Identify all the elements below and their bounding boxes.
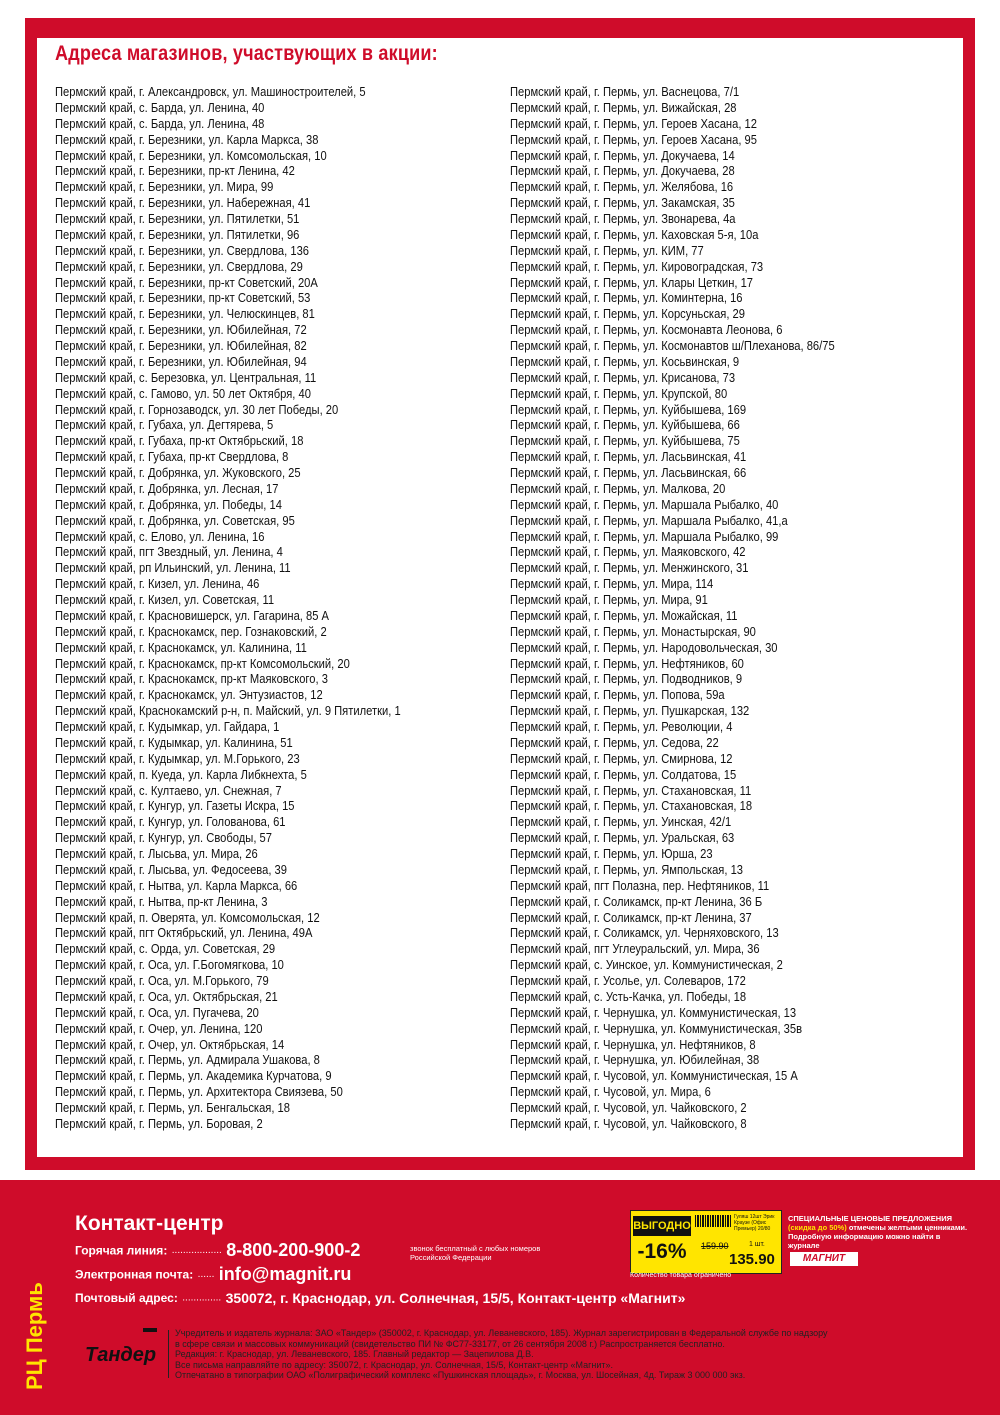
address-item: Пермский край, г. Пермь, ул. Васнецова, 7/1 [510,84,740,99]
address-item: Пермский край, г. Соликамск, пр-кт Ленина, 36 Б [510,893,763,909]
address-item: Пермский край, п. Оверята, ул. Комсомольская, 12 [55,909,320,925]
address-item: Пермский край, г. Березники, ул. Свердлова, 136 [55,242,310,258]
hotline-note: звонок бесплатный с любых номеров Российской Федерации [410,1244,541,1262]
address-item: Пермский край, г. Пермь, ул. Космонавта Леонова, 6 [510,322,783,338]
address-item: Пермский край, с. Култаево, ул. Снежная, 7 [55,782,282,798]
address-item: Пермский край, п. Куеда, ул. Карла Либкнехта, 5 [55,766,307,782]
address-item: Пермский край, с. Орда, ул. Советская, 29 [55,941,276,957]
address-item: Пермский край, г. Пермь, ул. Академика Курчатова, 9 [55,1068,332,1084]
hotline-label: Горячая линия: [75,1243,168,1258]
new-price: 135.90 [729,1251,775,1268]
address-item: Пермский край, с. Уинское, ул. Коммунистическая, 2 [510,957,783,973]
address-item: Пермский край, г. Кудымкар, ул. Гайдара, 1 [55,719,280,734]
address-item: Пермский край, пгт Полазна, пер. Нефтяников, 11 [510,877,770,893]
address-item: Пермский край, г. Пермь, ул. Маршала Рыбалко, 99 [510,528,779,544]
address-item: Пермский край, г. Березники, ул. Пятилетки, 96 [55,226,300,242]
address-item: Пермский край, г. Соликамск, пр-кт Ленина, 37 [510,909,752,925]
address-item: Пермский край, г. Пермь, ул. Монастырская, 90 [510,623,756,639]
address-item: Пермский край, г. Березники, ул. Карла Маркса, 38 [55,131,319,147]
email-row [75,1264,351,1285]
address-item: Пермский край, г. Пермь, ул. Уинская, 42/1 [510,814,732,830]
address-item: Пермский край, г. Нытва, ул. Карла Маркса, 66 [55,877,298,893]
address-item: Пермский край, г. Березники, ул. Пятилетки, 51 [55,211,300,226]
address-item: Пермский край, г. Добрянка, ул. Жуковского, 25 [55,465,301,480]
address-item: Пермский край, г. Краснокамск, ул. Энтузиастов, 12 [55,687,323,703]
address-item: Пермский край, г. Пермь, ул. Маршала Рыбалко, 40 [510,496,779,512]
address-item: Пермский край, г. Пермь, ул. Подводников, 9 [510,671,743,687]
address-item: Пермский край, г. Краснокамск, пр-кт Маяковского, 3 [55,671,328,687]
address-item: Пермский край, г. Березники, пр-кт Ленина, 42 [55,163,295,179]
address-item: Пермский край, г. Чусовой, ул. Чайковского, 8 [510,1115,747,1131]
postal-address: 350072, г. Краснодар, ул. Солнечная, 15/5, Контакт-центр «Магнит» [225,1289,686,1306]
address-item: Пермский край, г. Пермь, ул. Желябова, 16 [510,179,734,195]
address-item: Пермский край, г. Чусовой, ул. Коммунистическая, 15 А [510,1068,798,1084]
address-item: Пермский край, г. Пермь, ул. Смирнова, 12 [510,750,733,766]
magnit-logo: МАГНИТ [790,1252,858,1266]
address-item: Пермский край, пгт Звездный, ул. Ленина, 4 [55,544,283,560]
address-item: Пермский край, г. Кунгур, ул. Свободы, 57 [55,830,272,846]
address-item: Пермский край, г. Добрянка, ул. Лесная, 17 [55,480,279,496]
leader-dots: .................. [171,1245,222,1256]
address-item: Пермский край, г. Пермь, ул. Пушкарская, 132 [510,703,750,719]
address-item: Пермский край, г. Пермь, ул. КИМ, 77 [510,242,704,258]
address-item: Пермский край, г. Пермь, ул. Маршала Рыбалко, 41,а [510,512,788,528]
address-item: Пермский край, г. Пермь, ул. Стахановская, 11 [510,782,752,798]
address-item: Пермский край, с. Березовка, ул. Центральная, 11 [55,369,317,385]
leader-dots: ...... [197,1269,215,1280]
special-line-1: СПЕЦИАЛЬНЫЕ ЦЕНОВЫЕ ПРЕДЛОЖЕНИЯ [788,1214,952,1223]
address-item: Пермский край, г. Пермь, ул. Архитектора Свиязева, 50 [55,1084,343,1100]
address-item: Пермский край, г. Березники, ул. Комсомольская, 10 [55,147,327,163]
address-item: Пермский край, г. Пермь, ул. Попова, 59а [510,687,725,703]
address-item: Пермский край, г. Березники, пр-кт Советский, 53 [55,290,311,306]
address-item: Пермский край, г. Пермь, ул. Корсуньская, 29 [510,306,745,322]
address-item: Пермский край, г. Пермь, ул. Народовольческая, 30 [510,639,778,655]
contact-center-title: Контакт-центр [75,1212,224,1235]
address-item: Пермский край, г. Пермь, ул. Уральская, 63 [510,830,735,846]
address-item: Пермский край, г. Березники, ул. Юбилейная, 72 [55,322,307,338]
price-unit: 1 шт. [749,1241,765,1248]
address-item: Пермский край, г. Пермь, ул. Куйбышева, 66 [510,417,740,433]
discount-percent: -16% [637,1240,687,1263]
address-item: Пермский край, г. Пермь, ул. Ласьвинская, 66 [510,465,747,480]
address-item: Пермский край, г. Пермь, ул. Маяковского, 42 [510,544,746,560]
address-item: Пермский край, г. Березники, ул. Набережная, 41 [55,195,311,211]
address-item: Пермский край, г. Березники, ул. Мира, 99 [55,179,274,195]
vygodno-badge: ВЫГОДНО [633,1216,691,1236]
address-item: Пермский край, г. Пермь, ул. Героев Хасана, 95 [510,131,757,147]
address-item: Пермский край, г. Горнозаводск, ул. 30 лет Победы, 20 [55,401,339,417]
address-item: Пермский край, г. Пермь, ул. Докучаева, 28 [510,163,735,179]
address-item: Пермский край, г. Пермь, ул. Героев Хасана, 12 [510,115,757,131]
address-item: Пермский край, с. Барда, ул. Ленина, 48 [55,115,265,131]
address-item: Пермский край, г. Добрянка, ул. Советская, 95 [55,512,295,528]
address-item: Пермский край, г. Губаха, ул. Дегтярева, 5 [55,417,274,433]
address-item: Пермский край, г. Пермь, ул. Адмирала Ушакова, 8 [55,1052,320,1068]
address-item: Пермский край, г. Пермь, ул. Юрша, 23 [510,846,713,861]
address-item: Пермский край, г. Пермь, ул. Ласьвинская, 41 [510,449,747,465]
tander-logo [75,1328,161,1376]
old-price: 159.90 [701,1241,729,1251]
imprint-line: в сфере связи и массовых коммуникаций (свидетельство ПИ № ФС77-33177, от 26 сентября 2008 г.) Распространяется бесплатно. [175,1338,725,1349]
address-item: Пермский край, г. Пермь, ул. Крупской, 80 [510,385,728,401]
address-item: Пермский край, г. Чернушка, ул. Коммунистическая, 35в [510,1020,803,1036]
address-item: Пермский край, г. Оса, ул. М.Горького, 79 [55,973,269,988]
address-item: Пермский край, г. Пермь, ул. Куйбышева, 75 [510,433,740,449]
address-item: Пермский край, г. Лысьва, ул. Федосеева, 39 [55,861,287,877]
address-item: Пермский край, г. Нытва, пр-кт Ленина, 3 [55,893,268,909]
address-item: Пермский край, г. Пермь, ул. Вижайская, 28 [510,99,737,115]
address-item: Пермский край, с. Усть-Качка, ул. Победы, 18 [510,988,747,1004]
postal-label: Почтовый адрес: [75,1290,178,1305]
address-item: Пермский край, г. Александровск, ул. Машиностроителей, 5 [55,84,366,99]
email-link[interactable]: info@magnit.ru [218,1264,352,1284]
tander-logo-text: Тандер [85,1344,157,1366]
address-item: Пермский край, г. Пермь, ул. Клары Цеткин, 17 [510,274,754,290]
address-item: Пермский край, г. Пермь, ул. Ямпольская, 13 [510,861,744,877]
address-item: Пермский край, г. Чернушка, ул. Юбилейная, 38 [510,1052,760,1068]
email-label: Электронная почта: [75,1267,194,1282]
address-item: Пермский край, г. Пермь, ул. Менжинского, 31 [510,560,749,576]
address-item: Пермский край, г. Чусовой, ул. Мира, 6 [510,1084,711,1100]
address-item: Пермский край, г. Кудымкар, ул. М.Горького, 23 [55,750,300,766]
hotline-number[interactable]: 8-800-200-900-2 [226,1240,361,1260]
address-item: Пермский край, Краснокамский р-н, п. Майский, ул. 9 Пятилетки, 1 [55,703,401,719]
address-item: Пермский край, г. Пермь, ул. Солдатова, 15 [510,766,737,782]
address-item: Пермский край, г. Кизел, ул. Советская, 11 [55,592,275,607]
address-item: Пермский край, г. Краснокамск, пер. Гознаковский, 2 [55,623,327,639]
imprint-line: Учредитель и издатель журнала: ЗАО «Тандер» (350002, г. Краснодар, ул. Леваневского, 185). Журнал зарегистрирован в Федеральной службе по надзору [175,1328,828,1338]
address-item: Пермский край, с. Елово, ул. Ленина, 16 [55,528,265,544]
address-item: Пермский край, г. Губаха, пр-кт Свердлова, 8 [55,449,289,465]
address-item: Пермский край, г. Березники, ул. Челюскинцев, 81 [55,306,315,322]
address-item: Пермский край, г. Кизел, ул. Ленина, 46 [55,576,260,592]
address-item: Пермский край, г. Пермь, ул. Стахановская, 18 [510,798,753,814]
imprint-text [175,1328,975,1381]
barcode-icon [695,1215,731,1227]
address-item: Пермский край, пгт Октябрьский, ул. Ленина, 49А [55,925,313,941]
page-title: Адреса магазинов, участвующих в акции: [55,42,438,65]
address-item: Пермский край, г. Очер, ул. Октябрьская, 14 [55,1036,285,1052]
address-list-right [510,84,980,1132]
address-item: Пермский край, пгт Углеуральский, ул. Мира, 36 [510,941,760,957]
address-list-left [55,84,525,1132]
address-item: Пермский край, г. Лысьва, ул. Мира, 26 [55,846,258,861]
address-item: Пермский край, г. Пермь, ул. Докучаева, 14 [510,147,735,163]
address-item: Пермский край, с. Барда, ул. Ленина, 40 [55,99,265,115]
address-item: Пермский край, г. Пермь, ул. Кировоградская, 73 [510,258,764,274]
postal-row [75,1289,685,1307]
address-item: Пермский край, г. Березники, пр-кт Советский, 20А [55,274,318,290]
special-line-3: отмечены желтыми ценниками. Подробную информацию можно найти в журнале [788,1223,968,1250]
address-item: Пермский край, г. Кунгур, ул. Газеты Искра, 15 [55,798,295,814]
price-tag-example [630,1210,782,1274]
address-item: Пермский край, г. Березники, ул. Свердлова, 29 [55,258,303,274]
imprint-line: Редакция: г. Краснодар, ул. Леваневского, 185. Главный редактор — Зацепилова Д.В. [175,1349,534,1359]
leader-dots: .............. [182,1292,222,1304]
address-item: Пермский край, г. Пермь, ул. Нефтяников, 60 [510,655,744,671]
address-item: Пермский край, г. Оса, ул. Октябрьская, 21 [55,988,278,1004]
address-item: Пермский край, г. Чернушка, ул. Нефтяников, 8 [510,1036,756,1052]
address-item: Пермский край, г. Кудымкар, ул. Калинина, 51 [55,734,293,750]
address-item: Пермский край, рп Ильинский, ул. Ленина, 11 [55,560,291,576]
address-item: Пермский край, г. Пермь, ул. Малкова, 20 [510,480,726,496]
address-item: Пермский край, г. Пермь, ул. Звонарева, 4а [510,211,736,226]
divider [168,1330,169,1378]
address-item: Пермский край, г. Пермь, ул. Бенгальская, 18 [55,1100,290,1115]
address-item: Пермский край, г. Усолье, ул. Солеваров, 172 [510,973,746,988]
address-item: Пермский край, г. Оса, ул. Г.Богомягкова, 10 [55,957,284,973]
address-item: Пермский край, г. Пермь, ул. Революции, 4 [510,719,733,734]
address-item: Пермский край, г. Кунгур, ул. Голованова, 61 [55,814,286,830]
address-item: Пермский край, г. Красновишерск, ул. Гагарина, 85 А [55,607,330,623]
address-item: Пермский край, г. Пермь, ул. Седова, 22 [510,734,719,750]
address-item: Пермский край, г. Пермь, ул. Можайская, 11 [510,607,738,623]
address-item: Пермский край, с. Гамово, ул. 50 лет Октября, 40 [55,385,311,401]
address-item: Пермский край, г. Пермь, ул. Каховская 5-я, 10а [510,226,759,242]
hotline-row [75,1240,360,1261]
special-offers-note [788,1214,968,1250]
address-item: Пермский край, г. Пермь, ул. Мира, 114 [510,576,714,592]
address-item: Пермский край, г. Пермь, ул. Косьвинская, 9 [510,353,740,369]
address-item: Пермский край, г. Краснокамск, ул. Калинина, 11 [55,639,307,655]
region-label: РЦ Пермь [22,1282,47,1390]
address-item: Пермский край, г. Пермь, ул. Боровая, 2 [55,1115,263,1131]
address-item: Пермский край, г. Краснокамск, пр-кт Комсомольский, 20 [55,655,350,671]
address-item: Пермский край, г. Соликамск, ул. Черняховского, 13 [510,925,779,941]
imprint-line: Все письма направляйте по адресу: 350072, г. Краснодар, ул. Солнечная, 15/5, Контакт-центр «Магнит». [175,1359,613,1370]
address-item: Пермский край, г. Чернушка, ул. Коммунистическая, 13 [510,1004,797,1020]
address-item: Пермский край, г. Пермь, ул. Коминтерна, 16 [510,290,743,306]
address-item: Пермский край, г. Добрянка, ул. Победы, 14 [55,496,282,512]
address-item: Пермский край, г. Пермь, ул. Куйбышева, 169 [510,401,747,417]
address-item: Пермский край, г. Губаха, пр-кт Октябрьский, 18 [55,433,304,449]
address-item: Пермский край, г. Пермь, ул. Крисанова, 73 [510,369,736,385]
address-item: Пермский край, г. Очер, ул. Ленина, 120 [55,1020,263,1036]
address-item: Пермский край, г. Пермь, ул. Мира, 91 [510,592,708,607]
address-item: Пермский край, г. Березники, ул. Юбилейная, 82 [55,338,307,353]
special-line-2: (скидка до 50%) [788,1223,847,1232]
address-item: Пермский край, г. Чусовой, ул. Чайковского, 2 [510,1100,747,1115]
address-item: Пермский край, г. Березники, ул. Юбилейная, 94 [55,353,307,369]
address-item: Пермский край, г. Пермь, ул. Закамская, 35 [510,195,735,211]
imprint-line: Отпечатано в типографии ОАО «Полиграфический комплекс «Пушкинская площадь», г. Москва, ул. Шосейная, 4д. Тираж 3 000 000 экз. [175,1370,746,1380]
product-name: Гуляш 12шт Эрик Краузе (Офис Премьер) 20/80 [734,1214,775,1232]
promo-caption: Количество товара ограничено [630,1272,732,1279]
address-item: Пермский край, г. Оса, ул. Пугачева, 20 [55,1004,259,1020]
address-item: Пермский край, г. Пермь, ул. Космонавтов ш/Плеханова, 86/75 [510,338,835,353]
